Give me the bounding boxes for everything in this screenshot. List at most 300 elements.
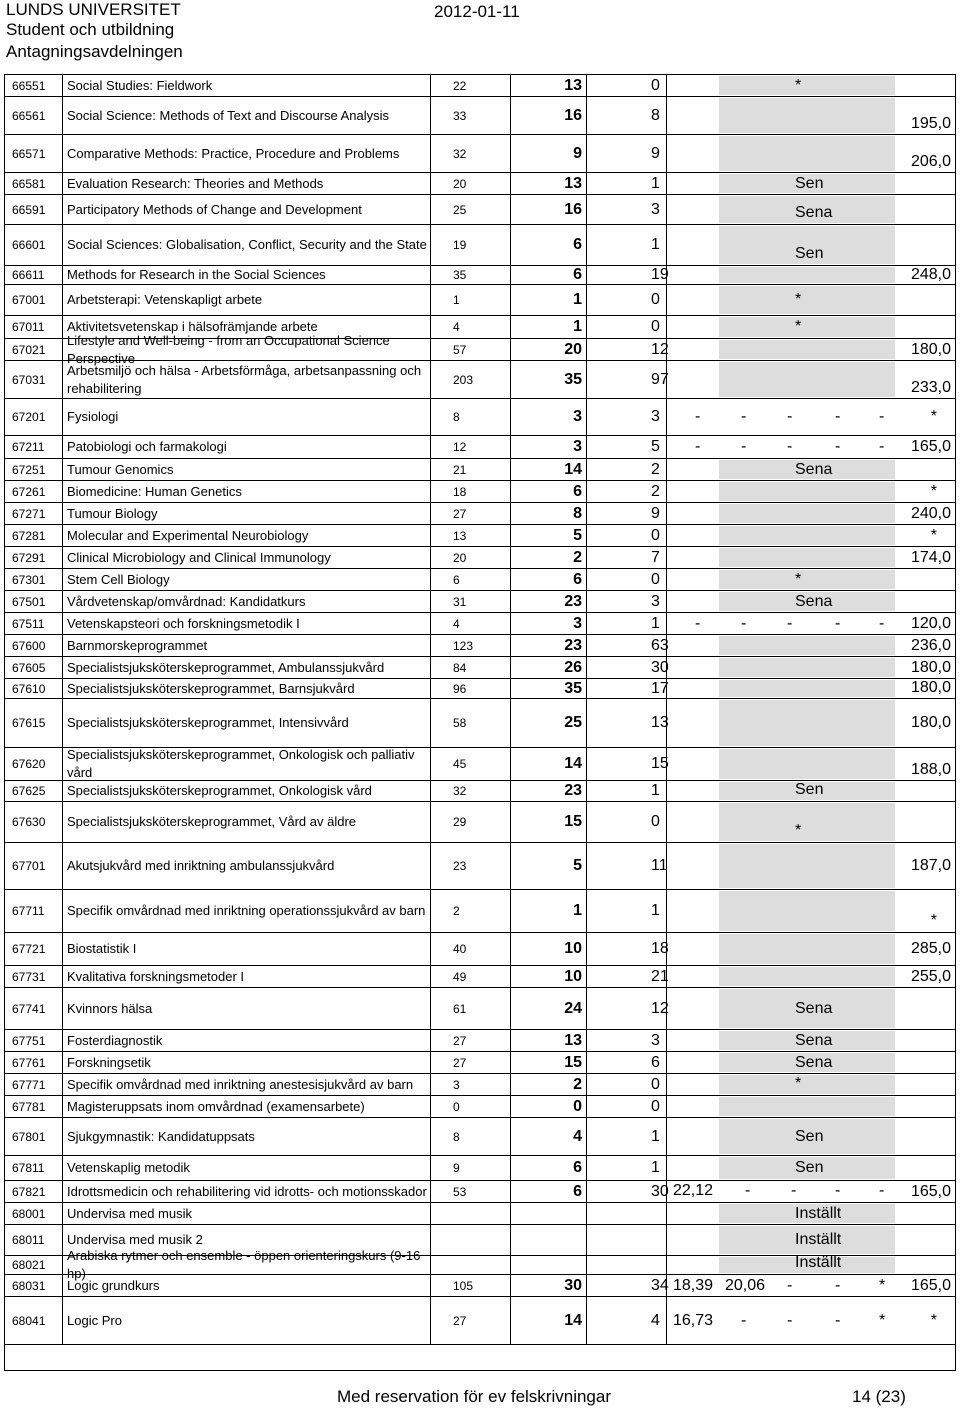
first-choice-count: 13 <box>511 75 587 96</box>
merit-cells <box>667 679 955 698</box>
merit-value: - <box>787 1276 793 1294</box>
merit-cells <box>667 173 955 194</box>
merit-value: Sena <box>795 999 833 1017</box>
course-name: Vetenskaplig metodik <box>63 1156 431 1180</box>
merit-value: 18,39 <box>673 1276 714 1294</box>
admissions-table <box>4 74 956 1371</box>
merit-cells <box>667 361 955 398</box>
applicants-count: 8 <box>431 1118 511 1155</box>
first-choice-count: 5 <box>511 525 587 546</box>
merit-cells <box>667 1096 955 1117</box>
course-code: 67771 <box>5 1074 63 1095</box>
course-name: Social Science: Methods of Text and Discourse Analysis <box>63 97 431 134</box>
applicants-count: 203 <box>431 361 511 398</box>
table-row <box>5 135 955 173</box>
first-choice-count <box>511 1225 587 1255</box>
merit-cells <box>667 266 955 284</box>
course-code: 67701 <box>5 843 63 889</box>
applicants-count: 12 <box>431 436 511 458</box>
gray-fill <box>719 267 895 283</box>
course-code: 67741 <box>5 988 63 1029</box>
course-name: Vetenskapsteori och forskningsmetodik I <box>63 613 431 634</box>
applicants-count: 32 <box>431 781 511 801</box>
course-code: 67711 <box>5 890 63 932</box>
table-row <box>5 1118 955 1156</box>
merit-value: Sen <box>795 1127 824 1145</box>
merit-value: Inställt <box>795 1231 842 1248</box>
merit-value: * <box>879 1276 886 1294</box>
merit-value: - <box>879 438 885 455</box>
table-row <box>5 1074 955 1096</box>
merit-value: - <box>835 438 841 455</box>
merit-cells <box>667 748 955 780</box>
course-name: Arabiska rytmer och ensemble - öppen orienteringskurs (9-16 hp) <box>63 1256 431 1274</box>
merit-cells <box>667 613 955 634</box>
table-row <box>5 591 955 613</box>
course-name: Participatory Methods of Change and Development <box>63 195 431 224</box>
course-name: Sjukgymnastik: Kandidatuppsats <box>63 1118 431 1155</box>
merit-value: - <box>741 1311 747 1329</box>
merit-cells <box>667 1118 955 1155</box>
applicants-count: 58 <box>431 699 511 747</box>
applicants-count: 21 <box>431 459 511 480</box>
course-code: 67811 <box>5 1156 63 1180</box>
gray-fill <box>719 482 895 501</box>
course-code: 68021 <box>5 1256 63 1274</box>
merit-value: 180,0 <box>910 679 951 696</box>
table-row <box>5 481 955 503</box>
table-row <box>5 657 955 679</box>
merit-value: * <box>795 822 802 839</box>
course-code: 67511 <box>5 613 63 634</box>
first-choice-count: 35 <box>511 679 587 698</box>
course-name: Magisteruppsats inom omvårdnad (examensarbete) <box>63 1096 431 1117</box>
course-code: 66571 <box>5 135 63 172</box>
merit-value: - <box>787 408 793 425</box>
first-choice-count: 6 <box>511 1156 587 1180</box>
first-choice-count: 6 <box>511 1181 587 1202</box>
table-row <box>5 97 955 135</box>
course-code: 67021 <box>5 339 63 360</box>
gray-fill <box>719 548 895 567</box>
accepted-count: 3 <box>587 399 667 435</box>
table-row <box>5 569 955 591</box>
table-row <box>5 361 955 399</box>
footer-page: 14 (23) <box>852 1387 906 1406</box>
course-name: Patobiologi och farmakologi <box>63 436 431 458</box>
gray-fill <box>719 658 895 677</box>
merit-value: Sen <box>795 781 824 798</box>
applicants-count: 105 <box>431 1275 511 1296</box>
course-name: Tumour Biology <box>63 503 431 524</box>
merit-value: - <box>835 408 841 425</box>
applicants-count: 2 <box>431 890 511 932</box>
merit-value: Sen <box>795 245 824 262</box>
course-code: 66561 <box>5 97 63 134</box>
course-name: Arbetsmiljö och hälsa - Arbetsförmåga, arbetsanpassning och rehabilitering <box>63 361 431 398</box>
accepted-count <box>587 1256 667 1274</box>
course-code: 67721 <box>5 933 63 965</box>
applicants-count: 22 <box>431 75 511 96</box>
course-name: Methods for Research in the Social Sciences <box>63 266 431 284</box>
table-row <box>5 1248 955 1281</box>
applicants-count: 6 <box>431 569 511 590</box>
accepted-count: 1 <box>587 613 667 634</box>
table-row <box>5 988 955 1030</box>
first-choice-count: 0 <box>511 1096 587 1117</box>
first-choice-count: 23 <box>511 635 587 656</box>
table-row <box>5 1181 955 1203</box>
merit-cells <box>667 1074 955 1095</box>
course-name: Tumour Genomics <box>63 459 431 480</box>
merit-cells <box>667 591 955 612</box>
course-name: Akutsjukvård med inriktning ambulanssjukvård <box>63 843 431 889</box>
merit-value: * <box>795 291 802 308</box>
applicants-count: 19 <box>431 225 511 265</box>
first-choice-count: 20 <box>511 339 587 360</box>
merit-cells <box>667 1156 955 1180</box>
course-code: 68031 <box>5 1275 63 1296</box>
gray-fill <box>719 680 895 697</box>
accepted-count: 4 <box>587 1297 667 1344</box>
header-university: LUNDS UNIVERSITET <box>6 0 181 19</box>
accepted-count: 17 <box>587 679 667 698</box>
merit-value: Inställt <box>795 1204 842 1222</box>
accepted-count: 1 <box>587 781 667 801</box>
applicants-count: 45 <box>431 748 511 780</box>
course-code: 67301 <box>5 569 63 590</box>
merit-value: Sena <box>795 460 833 478</box>
course-code: 67761 <box>5 1052 63 1073</box>
first-choice-count: 14 <box>511 748 587 780</box>
accepted-count: 18 <box>587 933 667 965</box>
accepted-count: 0 <box>587 525 667 546</box>
course-name: Clinical Microbiology and Clinical Immunology <box>63 547 431 568</box>
accepted-count: 97 <box>587 361 667 398</box>
table-row <box>5 503 955 525</box>
merit-cells <box>667 933 955 965</box>
applicants-count: 53 <box>431 1181 511 1202</box>
merit-cells <box>667 781 955 801</box>
merit-cells <box>667 1052 955 1073</box>
applicants-count: 4 <box>431 613 511 634</box>
header-date: 2012-01-11 <box>434 2 520 21</box>
merit-value: * <box>930 482 937 500</box>
course-name: Aktivitetsvetenskap i hälsofrämjande arbete <box>63 316 431 338</box>
course-name: Specialistsjuksköterskeprogrammet, Barnsjukvård <box>63 679 431 698</box>
course-name: Comparative Methods: Practice, Procedure and Problems <box>63 135 431 172</box>
first-choice-count <box>511 1256 587 1274</box>
first-choice-count: 3 <box>511 399 587 435</box>
course-code: 66611 <box>5 266 63 284</box>
table-row <box>5 802 955 843</box>
course-code: 66591 <box>5 195 63 224</box>
merit-cells <box>667 459 955 480</box>
applicants-count: 84 <box>431 657 511 678</box>
merit-value: 180,0 <box>910 714 951 731</box>
first-choice-count: 23 <box>511 781 587 801</box>
applicants-count: 31 <box>431 591 511 612</box>
merit-value: - <box>787 1311 793 1329</box>
first-choice-count: 1 <box>511 285 587 315</box>
course-code: 67031 <box>5 361 63 398</box>
table-row <box>5 547 955 569</box>
merit-value: * <box>879 1311 886 1329</box>
applicants-count: 13 <box>431 525 511 546</box>
course-name: Specialistsjuksköterskeprogrammet, Onkologisk och palliativ vård <box>63 748 431 780</box>
accepted-count: 63 <box>587 635 667 656</box>
merit-value: - <box>695 408 701 425</box>
gray-fill <box>719 934 895 964</box>
accepted-count: 2 <box>587 481 667 502</box>
merit-value: 20,06 <box>725 1276 766 1294</box>
merit-cells <box>667 135 955 172</box>
first-choice-count: 10 <box>511 933 587 965</box>
accepted-count: 21 <box>587 966 667 987</box>
first-choice-count: 23 <box>511 591 587 612</box>
table-row <box>5 613 955 635</box>
merit-value: - <box>791 1182 797 1199</box>
gray-fill <box>719 891 895 931</box>
course-code: 68041 <box>5 1297 63 1344</box>
table-row <box>5 332 955 366</box>
course-code: 67201 <box>5 399 63 435</box>
accepted-count: 1 <box>587 1118 667 1155</box>
table-row <box>5 75 955 97</box>
first-choice-count: 30 <box>511 1275 587 1296</box>
first-choice-count: 9 <box>511 135 587 172</box>
merit-cells <box>667 547 955 568</box>
course-name: Barnmorskeprogrammet <box>63 635 431 656</box>
course-name: Biostatistik I <box>63 933 431 965</box>
course-name: Specialistsjuksköterskeprogrammet, Ambulanssjukvård <box>63 657 431 678</box>
applicants-count: 20 <box>431 547 511 568</box>
table-row <box>5 266 955 285</box>
table-row <box>5 1275 955 1297</box>
merit-value: Sena <box>795 1053 833 1071</box>
accepted-count: 9 <box>587 503 667 524</box>
gray-fill <box>719 803 895 841</box>
table-row <box>5 933 955 966</box>
merit-value: - <box>879 408 885 425</box>
applicants-count: 27 <box>431 503 511 524</box>
merit-value: 188,0 <box>910 761 951 778</box>
applicants-count: 23 <box>431 843 511 889</box>
merit-value: Sen <box>795 174 824 192</box>
merit-cells <box>667 436 955 458</box>
table-row <box>5 1203 955 1225</box>
merit-value: * <box>795 318 802 335</box>
course-code: 68011 <box>5 1225 63 1255</box>
first-choice-count: 25 <box>511 699 587 747</box>
first-choice-count <box>511 1203 587 1224</box>
accepted-count: 1 <box>587 1156 667 1180</box>
merit-cells <box>667 525 955 546</box>
merit-value: 22,12 <box>673 1182 714 1199</box>
course-name: Specifik omvårdnad med inriktning operationssjukvård av barn <box>63 890 431 932</box>
first-choice-count: 2 <box>511 1074 587 1095</box>
merit-cells <box>667 339 955 360</box>
gray-fill <box>719 317 895 337</box>
table-row <box>5 195 955 225</box>
course-name: Evaluation Research: Theories and Methods <box>63 173 431 194</box>
gray-fill <box>719 636 895 655</box>
course-name: Undervisa med musik <box>63 1203 431 1224</box>
applicants-count: 9 <box>431 1156 511 1180</box>
applicants-count <box>431 1203 511 1224</box>
merit-cells <box>667 966 955 987</box>
applicants-count: 20 <box>431 173 511 194</box>
merit-value: - <box>695 438 701 455</box>
applicants-count: 35 <box>431 266 511 284</box>
applicants-count: 27 <box>431 1052 511 1073</box>
course-name: Arbetsterapi: Vetenskapligt arbete <box>63 285 431 315</box>
course-name: Social Sciences: Globalisation, Conflict, Security and the State <box>63 225 431 265</box>
accepted-count: 12 <box>587 339 667 360</box>
course-name: Fysiologi <box>63 399 431 435</box>
course-code: 66601 <box>5 225 63 265</box>
table-row <box>5 748 955 781</box>
applicants-count: 61 <box>431 988 511 1029</box>
course-code: 67630 <box>5 802 63 842</box>
applicants-count: 0 <box>431 1096 511 1117</box>
merit-value: - <box>787 614 793 632</box>
applicants-count: 40 <box>431 933 511 965</box>
course-name: Biomedicine: Human Genetics <box>63 481 431 502</box>
merit-value: 165,0 <box>910 438 951 455</box>
merit-cells <box>667 802 955 842</box>
accepted-count: 3 <box>587 1030 667 1051</box>
accepted-count: 3 <box>587 195 667 224</box>
table-row <box>5 285 955 316</box>
merit-cells <box>667 503 955 524</box>
course-code: 67781 <box>5 1096 63 1117</box>
table-row <box>5 679 955 699</box>
merit-cells <box>667 1203 955 1224</box>
accepted-count: 0 <box>587 75 667 96</box>
table-row <box>5 1030 955 1052</box>
accepted-count: 30 <box>587 657 667 678</box>
merit-value: 233,0 <box>910 379 951 396</box>
first-choice-count: 1 <box>511 316 587 338</box>
accepted-count: 9 <box>587 135 667 172</box>
course-code: 67615 <box>5 699 63 747</box>
first-choice-count: 24 <box>511 988 587 1029</box>
first-choice-count: 3 <box>511 436 587 458</box>
course-code: 67600 <box>5 635 63 656</box>
table-row <box>5 173 955 195</box>
course-name: Specialistsjuksköterskeprogrammet, Intensivvård <box>63 699 431 747</box>
course-code: 67281 <box>5 525 63 546</box>
merit-value: * <box>795 1075 802 1092</box>
gray-fill <box>719 749 895 779</box>
course-code: 67821 <box>5 1181 63 1202</box>
merit-value: Sena <box>795 204 833 221</box>
table-row <box>5 459 955 481</box>
gray-fill <box>719 1097 895 1116</box>
table-row <box>5 1156 955 1181</box>
gray-fill <box>719 844 895 888</box>
course-code: 67291 <box>5 547 63 568</box>
applicants-count: 123 <box>431 635 511 656</box>
accepted-count: 1 <box>587 225 667 265</box>
course-code: 67801 <box>5 1118 63 1155</box>
course-name: Specialistsjuksköterskeprogrammet, Vård av äldre <box>63 802 431 842</box>
merit-value: 165,0 <box>910 1276 951 1294</box>
merit-value: - <box>835 1311 841 1329</box>
applicants-count: 8 <box>431 399 511 435</box>
applicants-count: 32 <box>431 135 511 172</box>
first-choice-count: 1 <box>511 890 587 932</box>
first-choice-count: 6 <box>511 569 587 590</box>
first-choice-count: 5 <box>511 843 587 889</box>
course-code: 67605 <box>5 657 63 678</box>
accepted-count: 1 <box>587 890 667 932</box>
merit-cells <box>667 1225 955 1255</box>
applicants-count: 18 <box>431 481 511 502</box>
merit-cells <box>667 399 955 435</box>
table-row <box>5 525 955 547</box>
accepted-count: 0 <box>587 1096 667 1117</box>
course-code: 66581 <box>5 173 63 194</box>
merit-value: 248,0 <box>910 266 951 283</box>
merit-cells <box>667 1275 955 1296</box>
merit-value: - <box>741 614 747 632</box>
course-name: Lifestyle and Well-being - from an Occupational Science Perspective <box>63 339 431 360</box>
footer-note: Med reservation för ev felskrivningar <box>337 1387 612 1406</box>
accepted-count: 34 <box>587 1275 667 1296</box>
gray-fill <box>719 136 895 171</box>
first-choice-count: 14 <box>511 459 587 480</box>
accepted-count: 0 <box>587 316 667 338</box>
course-name: Forskningsetik <box>63 1052 431 1073</box>
first-choice-count: 16 <box>511 97 587 134</box>
gray-fill <box>719 526 895 545</box>
first-choice-count: 10 <box>511 966 587 987</box>
accepted-count <box>587 1203 667 1224</box>
merit-cells <box>667 285 955 315</box>
accepted-count <box>587 1225 667 1255</box>
merit-cells <box>667 988 955 1029</box>
table-row <box>5 781 955 802</box>
merit-value: 240,0 <box>910 504 951 522</box>
gray-fill <box>719 570 895 589</box>
merit-value: * <box>930 408 937 425</box>
merit-value: - <box>745 1182 751 1199</box>
accepted-count: 13 <box>587 699 667 747</box>
merit-value: 206,0 <box>910 153 951 170</box>
merit-value: Sena <box>795 1031 833 1049</box>
merit-value: - <box>879 1182 885 1199</box>
applicants-count: 29 <box>431 802 511 842</box>
merit-cells <box>667 890 955 932</box>
accepted-count: 0 <box>587 802 667 842</box>
accepted-count: 2 <box>587 459 667 480</box>
first-choice-count: 6 <box>511 266 587 284</box>
merit-value: 120,0 <box>910 614 951 632</box>
merit-value: Sena <box>795 592 833 610</box>
accepted-count: 3 <box>587 591 667 612</box>
first-choice-count: 4 <box>511 1118 587 1155</box>
accepted-count: 6 <box>587 1052 667 1073</box>
first-choice-count: 13 <box>511 1030 587 1051</box>
merit-value: 236,0 <box>910 636 951 654</box>
course-name: Social Studies: Fieldwork <box>63 75 431 96</box>
merit-value: Inställt <box>795 1254 842 1271</box>
course-name: Vårdvetenskap/omvårdnad: Kandidatkurs <box>63 591 431 612</box>
course-name: Stem Cell Biology <box>63 569 431 590</box>
course-code: 67620 <box>5 748 63 780</box>
